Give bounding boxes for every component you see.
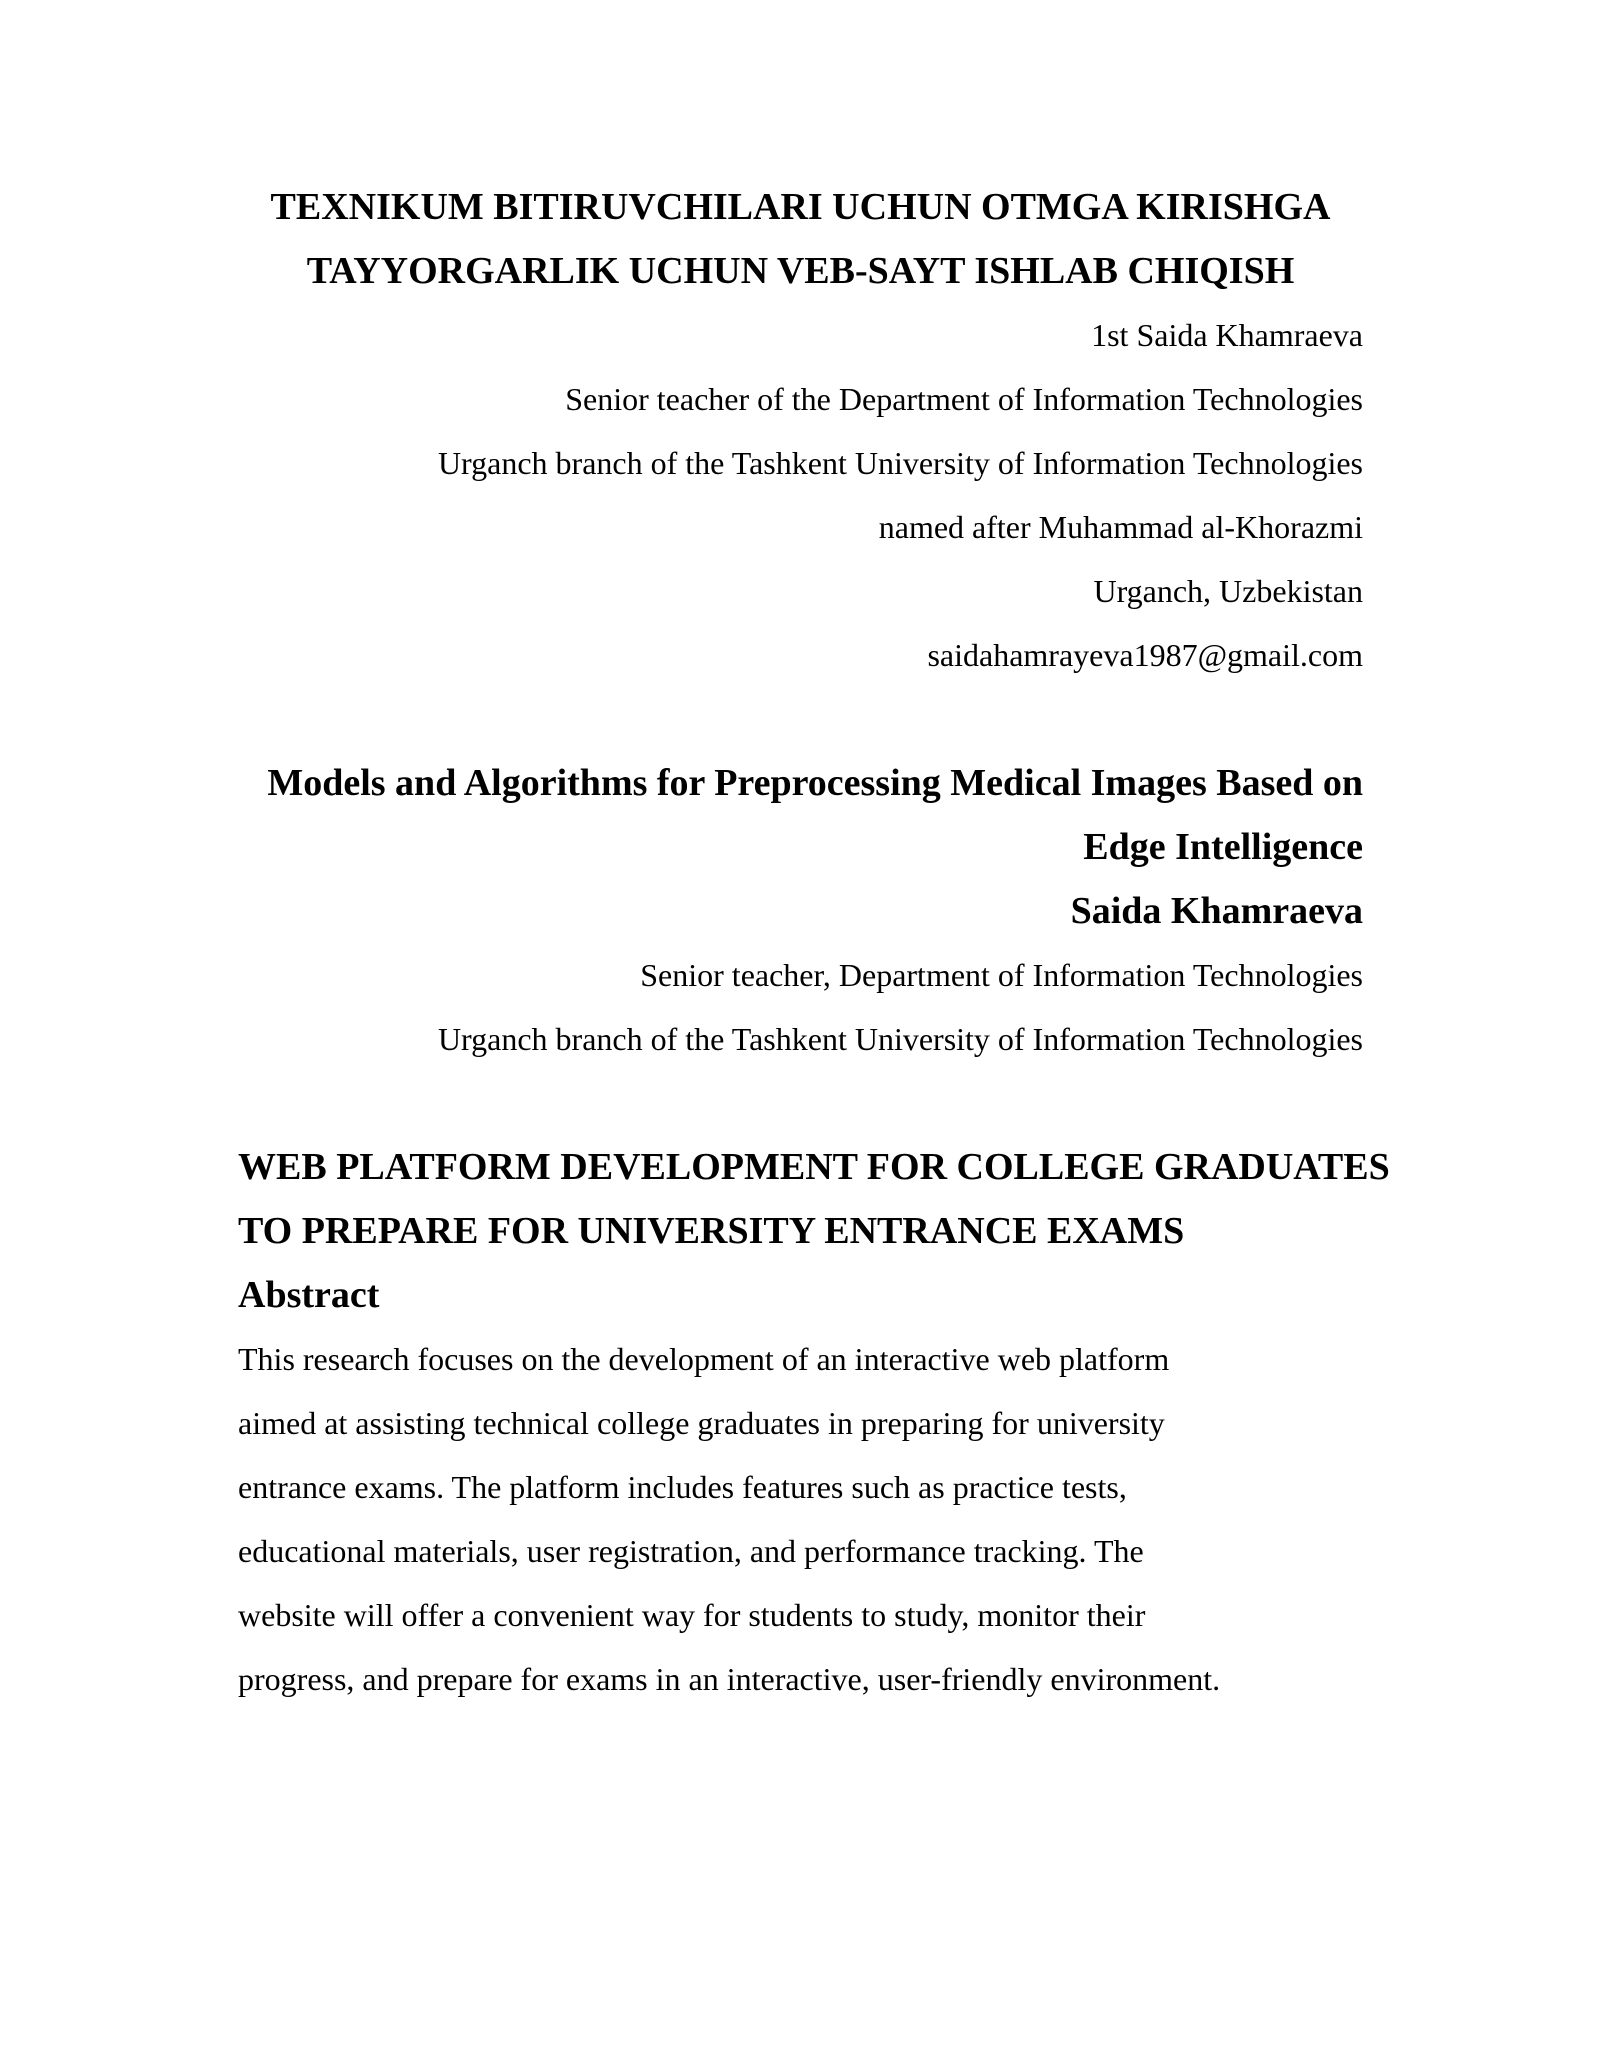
section-heading-line-1: WEB PLATFORM DEVELOPMENT FOR COLLEGE GRADUATES xyxy=(238,1146,1390,1188)
document-title xyxy=(238,175,1363,303)
abstract-line-5: website will offer a convenient way for students to study, monitor their xyxy=(238,1597,1146,1633)
second-paper-title xyxy=(238,751,1363,943)
second-author-affiliation: Urganch branch of the Tashkent University of Information Technologies xyxy=(437,1021,1363,1057)
abstract-line-2: aimed at assisting technical college graduates in preparing for university xyxy=(238,1405,1165,1441)
second-author-block xyxy=(238,943,1363,1071)
document-content xyxy=(238,175,1390,1711)
document-title-line-2: TAYYORGARLIK UCHUN VEB-SAYT ISHLAB CHIQISH xyxy=(306,250,1295,292)
author-email: saidahamrayeva1987@gmail.com xyxy=(927,637,1363,673)
spacer xyxy=(238,687,1363,751)
second-title-line-2: Edge Intelligence xyxy=(1083,826,1363,868)
abstract-paragraph xyxy=(238,1327,1363,1711)
author-name: 1st Saida Khamraeva xyxy=(1091,317,1363,353)
author-block xyxy=(238,303,1363,687)
document-title-line-1: TEXNIKUM BITIRUVCHILARI UCHUN OTMGA KIRISHGA xyxy=(270,186,1331,228)
second-author-position: Senior teacher, Department of Information Technologies xyxy=(640,957,1363,993)
abstract-line-3: entrance exams. The platform includes features such as practice tests, xyxy=(238,1469,1127,1505)
abstract-line-1: This research focuses on the development of an interactive web platform xyxy=(238,1341,1170,1377)
abstract-line-4: educational materials, user registration, and performance tracking. The xyxy=(238,1533,1144,1569)
section-heading xyxy=(238,1135,1390,1263)
author-position: Senior teacher of the Department of Information Technologies xyxy=(565,381,1363,417)
second-title-author-name: Saida Khamraeva xyxy=(1070,890,1363,932)
spacer xyxy=(238,1071,1363,1135)
author-affiliation-1: Urganch branch of the Tashkent University of Information Technologies xyxy=(437,445,1363,481)
author-location: Urganch, Uzbekistan xyxy=(1093,573,1363,609)
author-affiliation-2: named after Muhammad al-Khorazmi xyxy=(878,509,1363,545)
abstract-label: Abstract xyxy=(238,1274,380,1316)
abstract-line-6: progress, and prepare for exams in an interactive, user-friendly environment. xyxy=(238,1661,1221,1697)
section-heading-line-2: TO PREPARE FOR UNIVERSITY ENTRANCE EXAMS xyxy=(238,1210,1185,1252)
second-title-line-1: Models and Algorithms for Preprocessing Medical Images Based on xyxy=(267,762,1363,804)
